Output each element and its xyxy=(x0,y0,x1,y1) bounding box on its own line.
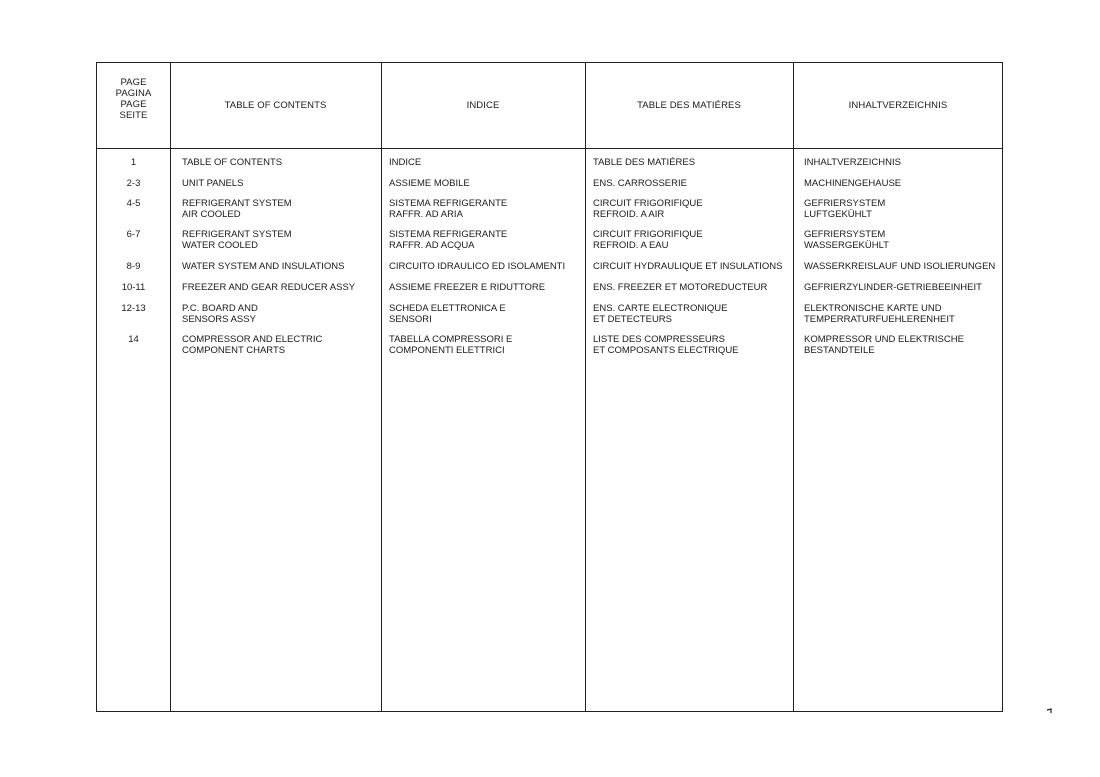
entry-italian xyxy=(389,304,585,325)
entry-italian-line: INDICE xyxy=(389,157,422,168)
entry-italian xyxy=(389,158,585,169)
entry-german-line: KOMPRESSOR UND ELEKTRISCHE xyxy=(804,334,964,345)
entry-english xyxy=(182,335,382,356)
entry-french-line: REFROID. A AIR xyxy=(593,208,665,220)
entry-german-line: GEFRIERZYLINDER-GETRIEBEEINHEIT xyxy=(804,282,982,293)
header-page-column xyxy=(97,63,170,148)
entry-french xyxy=(593,158,793,169)
toc-row xyxy=(97,304,1002,328)
entry-english-line: FREEZER AND GEAR REDUCER ASSY xyxy=(182,282,356,293)
header-english: TABLE OF CONTENTS xyxy=(224,100,327,111)
header-page-label-line: SEITE xyxy=(119,109,148,121)
page-number-mark xyxy=(1046,708,1056,714)
entry-italian-line: ASSIEME MOBILE xyxy=(389,178,470,189)
header-page-label-line: PAGINA xyxy=(115,87,152,99)
page-number: 1 xyxy=(130,157,137,168)
entry-german xyxy=(804,199,1004,220)
entry-german-line: LUFTGEKÜHLT xyxy=(804,208,872,220)
entry-italian-line: ASSIEME FREEZER E RIDUTTORE xyxy=(389,282,546,293)
page-number: 2-3 xyxy=(126,178,141,189)
entry-french xyxy=(593,304,793,325)
entry-italian xyxy=(389,199,585,220)
entry-english-line: COMPONENT CHARTS xyxy=(182,344,286,356)
page-number: 10-11 xyxy=(121,282,146,293)
entry-italian-line: SISTEMA REFRIGERANTE xyxy=(389,229,508,240)
entry-french xyxy=(593,199,793,220)
entry-italian xyxy=(389,262,585,273)
header-page-label-line: PAGE xyxy=(120,76,147,88)
header-italian: INDICE xyxy=(466,100,500,111)
entry-french-line: CIRCUIT FRIGORIFIQUE xyxy=(593,229,703,240)
entry-german-line: WASSERGEKÜHLT xyxy=(804,239,889,251)
entry-english-line: REFRIGERANT SYSTEM xyxy=(182,198,292,209)
entry-english-line: SENSORS ASSY xyxy=(182,313,256,325)
header-page-label-line: PAGE xyxy=(120,98,147,110)
entry-german xyxy=(804,179,1004,190)
entry-italian-line: SISTEMA REFRIGERANTE xyxy=(389,198,508,209)
entry-italian xyxy=(389,335,585,356)
entry-german-line: GEFRIERSYSTEM xyxy=(804,229,886,240)
toc-row xyxy=(97,199,1002,223)
page-number: 12-13 xyxy=(121,303,146,314)
entry-german-line: BESTANDTEILE xyxy=(804,344,875,356)
entry-italian-line: SENSORI xyxy=(389,313,432,325)
entry-italian-line: RAFFR. AD ARIA xyxy=(389,208,463,220)
page-number: 4-5 xyxy=(126,198,141,209)
entry-german-line: TEMPERRATURFUEHLERENHEIT xyxy=(804,313,955,325)
entry-german xyxy=(804,283,1004,294)
page-number: 14 xyxy=(128,334,139,345)
entry-german xyxy=(804,158,1004,169)
entry-german xyxy=(804,230,1004,251)
entry-english xyxy=(182,179,382,190)
entry-french-line: ET DETECTEURS xyxy=(593,313,673,325)
entry-german xyxy=(804,304,1004,325)
entry-french xyxy=(593,179,793,190)
entry-english-line: COMPRESSOR AND ELECTRIC xyxy=(182,334,323,345)
entry-english xyxy=(182,230,382,251)
entry-english-line: TABLE OF CONTENTS xyxy=(182,157,283,168)
entry-french xyxy=(593,335,793,356)
entry-french-line: TABLE DES MATIÉRES xyxy=(593,157,696,168)
entry-german-line: GEFRIERSYSTEM xyxy=(804,198,886,209)
entry-french-line: ENS. FREEZER ET MOTOREDUCTEUR xyxy=(593,282,768,293)
entry-english-line: REFRIGERANT SYSTEM xyxy=(182,229,292,240)
entry-french xyxy=(593,230,793,251)
entry-italian-line: CIRCUITO IDRAULICO ED ISOLAMENTI xyxy=(389,261,566,272)
page-number: 6-7 xyxy=(126,229,141,240)
entry-french-line: CIRCUIT FRIGORIFIQUE xyxy=(593,198,703,209)
entry-french xyxy=(593,262,793,273)
entry-english-line: AIR COOLED xyxy=(182,208,241,220)
entry-french xyxy=(593,283,793,294)
toc-row xyxy=(97,230,1002,254)
entry-german-line: ELEKTRONISCHE KARTE UND xyxy=(804,303,942,314)
toc-row xyxy=(97,335,1002,359)
toc-table xyxy=(96,62,1003,712)
entry-french-line: LISTE DES COMPRESSEURS xyxy=(593,334,725,345)
entry-italian-line: TABELLA COMPRESSORI E xyxy=(389,334,513,345)
entry-english-line: UNIT PANELS xyxy=(182,178,244,189)
entry-french-line: CIRCUIT HYDRAULIQUE ET INSULATIONS xyxy=(593,261,783,272)
entry-english xyxy=(182,262,382,273)
entry-english xyxy=(182,158,382,169)
entry-italian xyxy=(389,230,585,251)
entry-italian xyxy=(389,179,585,190)
entry-german-line: WASSERKREISLAUF UND ISOLIERUNGEN xyxy=(804,261,996,272)
entry-french-line: ENS. CARROSSERIE xyxy=(593,178,687,189)
entry-english-line: WATER COOLED xyxy=(182,239,259,251)
entry-english xyxy=(182,283,382,294)
entry-english xyxy=(182,304,382,325)
entry-italian-line: COMPONENTI ELETTRICI xyxy=(389,344,505,356)
header-german: INHALTVERZEICHNIS xyxy=(848,100,948,111)
header-french: TABLE DES MATIÉRES xyxy=(637,100,741,111)
entry-german-line: MACHINENGEHAUSE xyxy=(804,178,902,189)
entry-german xyxy=(804,262,1004,273)
entry-german-line: INHALTVERZEICHNIS xyxy=(804,157,901,168)
entry-english xyxy=(182,199,382,220)
entry-italian-line: SCHEDA ELETTRONICA E xyxy=(389,303,506,314)
entry-french-line: ENS. CARTE ELECTRONIQUE xyxy=(593,303,728,314)
entry-italian xyxy=(389,283,585,294)
entry-italian-line: RAFFR. AD ACQUA xyxy=(389,239,475,251)
entry-french-line: ET COMPOSANTS ELECTRIQUE xyxy=(593,344,739,356)
page-number: 8-9 xyxy=(126,261,141,272)
entry-english-line: P.C. BOARD AND xyxy=(182,303,258,314)
entry-french-line: REFROID. A EAU xyxy=(593,239,669,251)
entry-german xyxy=(804,335,1004,356)
entry-english-line: WATER SYSTEM AND INSULATIONS xyxy=(182,261,345,272)
header-divider xyxy=(97,148,1002,149)
